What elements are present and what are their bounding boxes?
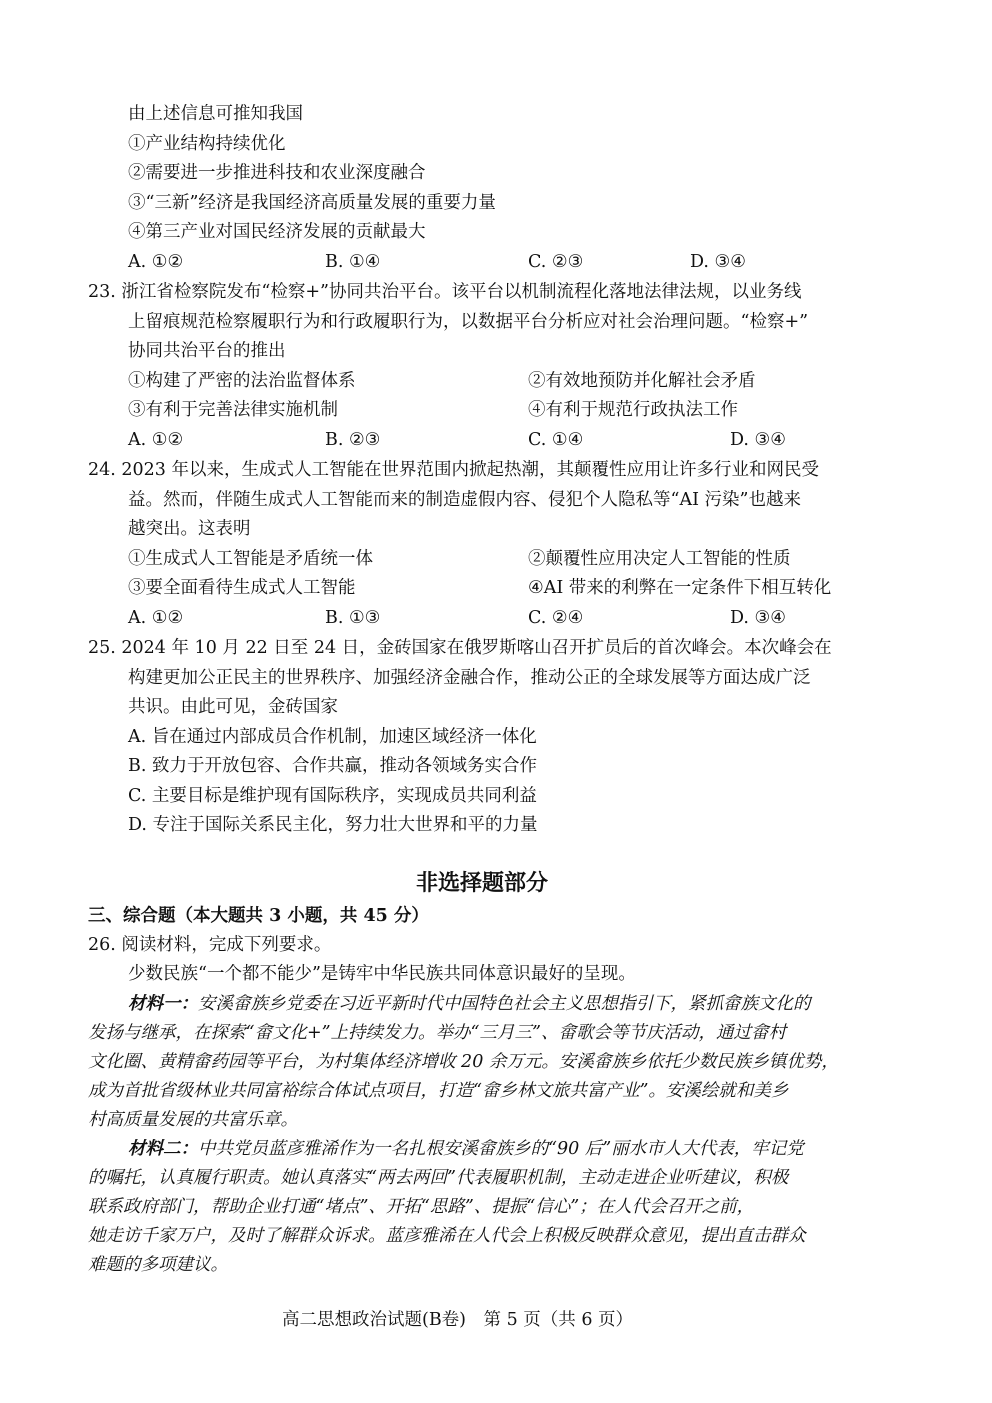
material1-line-3: 文化圈、黄精畲药园等平台，为村集体经济增收 20 余万元。安溪畲族乡依托少数民族乡镇优势， — [88, 1052, 839, 1072]
q24-option-d: D. ③④ — [730, 608, 786, 628]
q25-line-1: 25. 2024 年 10 月 22 日至 24 日，金砖国家在俄罗斯喀山召开扩员后的首次峰会。本次峰会在 — [88, 638, 832, 658]
q23-option-b: B. ②③ — [325, 430, 381, 450]
q24-statement-4: ④AI 带来的利弊在一定条件下相互转化 — [528, 578, 832, 598]
material2-label: 材料二： — [128, 1139, 198, 1159]
q25-option-a: A. 旨在通过内部成员合作机制，加速区域经济一体化 — [128, 727, 537, 747]
material2-line-1: 材料二：中共党员蓝彦雅浠作为一名扎根安溪畲族乡的“90 后”丽水市人大代表，牢记党 — [128, 1139, 804, 1159]
section-title: 非选择题部分 — [416, 871, 549, 896]
q25-option-d: D. 专注于国际关系民主化，努力壮大世界和平的力量 — [128, 815, 538, 835]
q25-option-c: C. 主要目标是维护现有国际秩序，实现成员共同利益 — [128, 786, 537, 806]
q24-statement-2: ②颠覆性应用决定人工智能的性质 — [528, 549, 791, 569]
q24-statement-1: ①生成式人工智能是矛盾统一体 — [128, 549, 373, 569]
material1-line-4: 成为首批省级林业共同富裕综合体试点项目，打造“畲乡林文旅共富产业”。安溪绘就和美乡 — [88, 1081, 789, 1101]
q23-option-a: A. ①② — [128, 430, 184, 450]
prev-option-c: C. ②③ — [528, 252, 584, 272]
part3-heading: 三、综合题（本大题共 3 小题，共 45 分） — [88, 906, 429, 926]
prev-statement-1: ①产业结构持续优化 — [128, 134, 286, 154]
material2-line-3: 联系政府部门，帮助企业打通“堵点”、开拓“思路”、提振“信心”；在人代会召开之前， — [88, 1197, 755, 1217]
q23-statement-2: ②有效地预防并化解社会矛盾 — [528, 371, 756, 391]
q24-option-a: A. ①② — [128, 608, 184, 628]
material1-label: 材料一： — [128, 994, 198, 1014]
q23-line-1: 23. 浙江省检察院发布“检察+”协同共治平台。该平台以机制流程化落地法律法规，以业务线 — [88, 282, 802, 302]
material1-line-2: 发扬与继承，在探索“畲文化+”上持续发力。举办“三月三”、畲歌会等节庆活动，通过畲村 — [88, 1023, 786, 1043]
material2-line-2: 的嘱托，认真履行职责。她认真落实“两去两回”代表履职机制，主动走进企业听建议，积极 — [88, 1168, 789, 1188]
q23-statement-3: ③有利于完善法律实施机制 — [128, 400, 338, 420]
q24-line-3: 越突出。这表明 — [128, 519, 251, 539]
prev-option-d: D. ③④ — [690, 252, 746, 272]
q26-intro: 26. 阅读材料，完成下列要求。 — [88, 935, 332, 955]
q23-option-c: C. ①④ — [528, 430, 584, 450]
q23-line-3: 协同共治平台的推出 — [128, 341, 286, 361]
q23-statement-1: ①构建了严密的法治监督体系 — [128, 371, 356, 391]
material2-line-5: 难题的多项建议。 — [88, 1255, 228, 1275]
q24-statement-3: ③要全面看待生成式人工智能 — [128, 578, 356, 598]
material1-line-5: 村高质量发展的共富乐章。 — [88, 1110, 298, 1130]
prev-statement-4: ④第三产业对国民经济发展的贡献最大 — [128, 222, 426, 242]
prev-question-stem: 由上述信息可推知我国 — [128, 104, 303, 124]
q23-statement-4: ④有利于规范行政执法工作 — [528, 400, 738, 420]
material1-line-1: 材料一：安溪畲族乡党委在习近平新时代中国特色社会主义思想指引下，紧抓畲族文化的 — [128, 994, 811, 1014]
material2-line-4: 她走访千家万户，及时了解群众诉求。蓝彦雅浠在人代会上积极反映群众意见，提出直击群众 — [88, 1226, 806, 1246]
q23-line-2: 上留痕规范检察履职行为和行政履职行为，以数据平台分析应对社会治理问题。“检察+” — [128, 312, 809, 332]
prev-statement-3: ③“三新”经济是我国经济高质量发展的重要力量 — [128, 193, 496, 213]
q23-option-d: D. ③④ — [730, 430, 786, 450]
prev-option-b: B. ①④ — [325, 252, 381, 272]
q25-line-2: 构建更加公正民主的世界秩序、加强经济金融合作，推动公正的全球发展等方面达成广泛 — [128, 668, 811, 688]
page-footer: 高二思想政治试题(B卷) 第 5 页（共 6 页） — [282, 1310, 634, 1330]
q26-lead: 少数民族“一个都不能少”是铸牢中华民族共同体意识最好的呈现。 — [128, 964, 636, 984]
q25-option-b: B. 致力于开放包容、合作共赢，推动各领域务实合作 — [128, 756, 537, 776]
prev-statement-2: ②需要进一步推进科技和农业深度融合 — [128, 163, 426, 183]
q24-option-b: B. ①③ — [325, 608, 381, 628]
q24-line-1: 24. 2023 年以来，生成式人工智能在世界范围内掀起热潮，其颠覆性应用让许多行业和网民受 — [88, 460, 819, 480]
q25-line-3: 共识。由此可见，金砖国家 — [128, 697, 338, 717]
q24-line-2: 益。然而，伴随生成式人工智能而来的制造虚假内容、侵犯个人隐私等“AI 污染”也越来 — [128, 490, 802, 510]
q24-option-c: C. ②④ — [528, 608, 584, 628]
prev-option-a: A. ①② — [128, 252, 184, 272]
